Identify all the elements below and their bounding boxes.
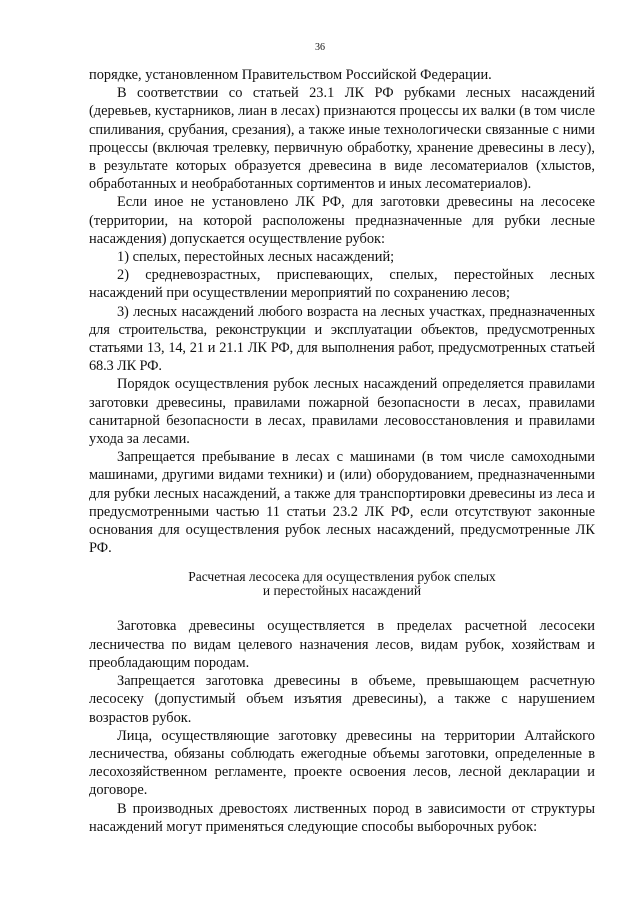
list-item-3: 3) лесных насаждений любого возраста на лесных участках, предназначенных для строительства, реконструкции и эксплуатации объектов, предусмотренных статьями 13, 14, 21 и 21.1 ЛК РФ, для выполнения работ, предусмотренных статьей 68.3 ЛК РФ. (89, 303, 595, 375)
list-item-2: 2) средневозрастных, приспевающих, спелых, перестойных лесных насаждений при осуществлении мероприятий по сохранению лесов; (89, 267, 595, 302)
paragraph-harvest-limits: Заготовка древесины осуществляется в пределах расчетной лесосеки лесничества по видам целевого назначения лесов, видам рубок, хозяйствам и преобладающим породам. (89, 618, 595, 671)
list-item-1: 1) спелых, перестойных лесных насаждений; (117, 249, 395, 266)
document-body (89, 66, 595, 836)
page-number: 36 (315, 42, 325, 53)
paragraph-harvest-prohibition: Запрещается заготовка древесины в объеме, превышающем расчетную лесосеку (допустимый объем изъятия древесины), а также с нарушением возрастов рубок. (89, 673, 595, 726)
section-heading-line-2: и перестойных насаждений (262, 582, 422, 598)
paragraph-logging-definition: В соответствии со статьей 23.1 ЛК РФ рубками лесных насаждений (деревьев, кустарников, лиан в лесах) признаются процессы их валки (в том числе спиливания, срубания, срезания), а также иные технологически связанные с ними процессы (включая трелевку, первичную обработку, хранение древесины в лесу), в результате которых образуется древесина в виде лесоматериалов (хлыстов, обработанных и необработанных сортиментов и иных лесоматериалов). (89, 85, 595, 193)
paragraph-selective-logging: В производных древостоях лиственных пород в зависимости от структуры насаждений могут применяться следующие способы выборочных рубок: (89, 800, 595, 835)
paragraph-machinery-prohibition: Запрещается пребывание в лесах с машинами (в том числе самоходными машинами, другими видами техники) и (или) оборудованием, предназначенными для рубки лесных насаждений, а также для транспортировки древесины из леса и предусмотренными частью 11 статьи 23.2 ЛК РФ, если отсутствуют законные основания для осуществления рубок лесных насаждений, предусмотренные ЛК РФ. (89, 449, 595, 557)
paragraph-harvest-obligations: Лица, осуществляющие заготовку древесины на территории Алтайского лесничества, обязаны соблюдать ежегодные объемы заготовки, определенные в лесохозяйственном регламенте, проекте освоения лесов, лесной декларации и договоре. (89, 727, 595, 799)
paragraph-allowed-logging: Если иное не установлено ЛК РФ, для заготовки древесины на лесосеке (территории, на которой расположены предназначенные для рубки лесные насаждения) допускается осуществление рубок: (89, 194, 595, 247)
paragraph-logging-rules: Порядок осуществления рубок лесных насаждений определяется правилами заготовки древесины, правилами пожарной безопасности в лесах, правилами санитарной безопасности в лесах, правилами лесовосстановления и правилами ухода за лесами. (89, 376, 595, 448)
section-heading (89, 570, 595, 597)
section-heading-line-1: Расчетная лесосека для осуществления рубок спелых (188, 569, 496, 585)
paragraph-continuation: порядке, установленном Правительством Российской Федерации. (89, 67, 492, 83)
